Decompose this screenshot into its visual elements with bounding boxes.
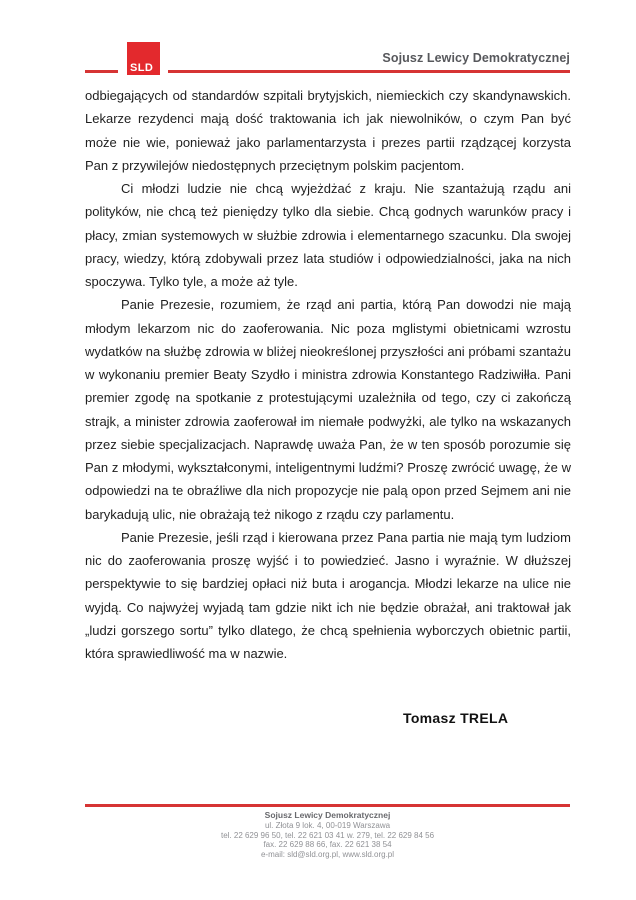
paragraph: Panie Prezesie, rozumiem, że rząd ani partia, którą Pan dowodzi nie mają młodym lekarzom nic do zaoferowania. Nic poza mglistymi obietnicami wzrostu wydatków na służbę zdrowia w bliżej nieokreślonej przyszłości ani próbami szantażu w wykonaniu premier Beaty Szydło i ministra zdrowia Konstantego Radziwiłła. Pani premier zgodę na spotkanie z protestującymi uzależniła od tego, czy ci zakończą strajk, a minister zdrowia zaoferował im niemałe podwyżki, ale tylko na wskazanych przez siebie specjalizacjach. Naprawdę uważa Pan, że w ten sposób porozumie się Pan z młodymi, wykształconymi, inteligentnymi ludźmi? Proszę zwrócić uwagę, że w odpowiedzi na te obraźliwe dla nich propozycje nie palą opon przed Sejmem ani nie barykadują ulic, nie obrażają też nikogo z rządu czy parlamentu. <box>85 297 571 522</box>
letterhead-org-name: Sojusz Lewicy Demokratycznej <box>382 51 570 65</box>
letterhead-dash <box>85 70 118 73</box>
footer-fax: fax. 22 629 88 66, fax. 22 621 38 54 <box>263 840 392 849</box>
letter-body <box>85 84 571 665</box>
signature: Tomasz TRELA <box>403 710 509 726</box>
footer-rule <box>85 804 570 807</box>
paragraph: Ci młodzi ludzie nie chcą wyjeżdżać z kraju. Nie szantażują rządu ani polityków, nie chcą też pieniędzy tylko dla siebie. Chcą godnych warunków pracy i płacy, zmian systemowych w służbie zdrowia i elementarnego szacunku. Dla swojej pracy, wiedzy, którą zdobywali przez lata studiów i odpowiedzialności, jaka na nich spoczywa. Tylko tyle, a może aż tyle. <box>85 181 571 289</box>
paragraph: Panie Prezesie, jeśli rząd i kierowana przez Pana partia nie mają tym ludziom nic do zaoferowania proszę wyjść i to powiedzieć. Jasno i wyraźnie. W dłuższej perspektywie to się bardziej opłaci niż buta i arogancja. Młodzi lekarze na ulice nie wyjdą. Co najwyżej wyjadą tam gdzie nikt ich nie będzie obrażał, ani traktował jak „ludzi gorszego sortu” tylko dlatego, że chcą spełnienia wyborczych obietnic partii, która sprawiedliwość ma w nazwie. <box>85 529 571 661</box>
footer-org-name: Sojusz Lewicy Demokratycznej <box>264 810 391 820</box>
footer <box>85 810 570 859</box>
letterhead-rule <box>168 70 570 73</box>
footer-email: e-mail: sld@sld.org.pl, www.sld.org.pl <box>260 849 395 859</box>
paragraph: odbiegających od standardów szpitali brytyjskich, niemieckich czy skandynawskich. Lekarze rezydenci mają dość traktowania ich jak niewolników, o czym Pan być może nie wie, ponieważ jako parlamentarzysta i prezes partii rządzącej korzysta Pan z przywilejów niedostępnych przeciętnym polskim pacjentom. <box>85 88 571 173</box>
footer-phones: tel. 22 629 96 50, tel. 22 621 03 41 w. 279, tel. 22 629 84 56 <box>220 830 435 840</box>
sld-logo <box>127 42 160 75</box>
footer-address: ul. Złota 9 lok. 4, 00-019 Warszawa <box>264 821 391 830</box>
sld-logo-text: SLD <box>130 62 154 74</box>
